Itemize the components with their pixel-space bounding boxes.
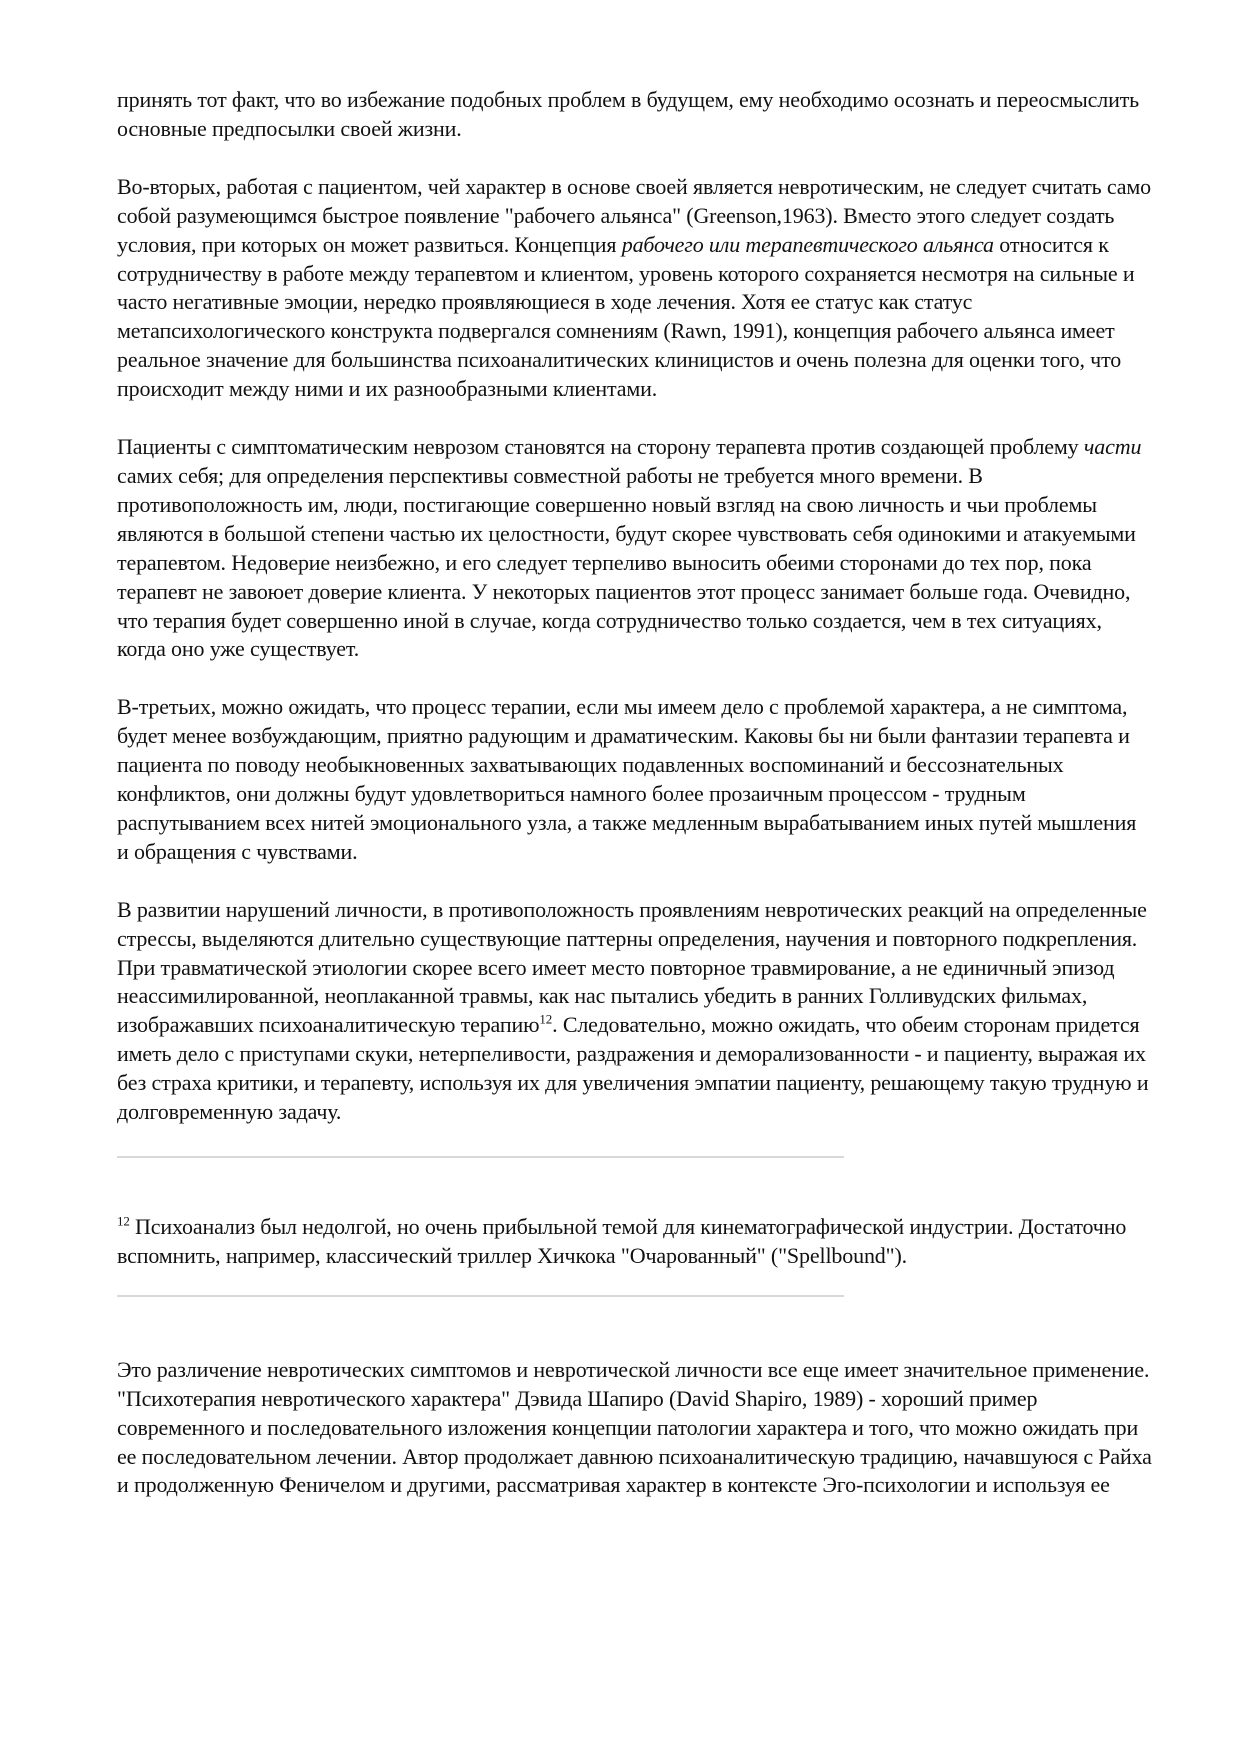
paragraph-3-italic-term: части (1083, 434, 1142, 460)
footnote-divider-top (117, 1156, 844, 1158)
footnote-divider-bottom (117, 1295, 844, 1297)
document-page (117, 86, 1153, 1529)
paragraph-5-text-a: В развитии нарушений личности, в противоположность проявлениям невротических реакций на определенные стрессы, выделяются длительно существующие паттерны определения, научения и повторного подкрепления. При травматической этиологии скорее всего имеет место повторное травмирование, а не единичный эпизод неассимилированной, неоплаканной травмы, как нас пытались убедить в ранних Голливудских фильмах, изображавших психоаналитическую терапию (117, 896, 1147, 1038)
paragraph-closing: Это различение невротических симптомов и невротической личности все еще имеет значительное применение. "Психотерапия невротического характера" Дэвида Шапиро (David Shapiro, 1989) - хороший пример современного и последовательного изложения концепции патологии характера и того, что можно ожидать при ее последовательном лечении. Автор продолжает давнюю психоаналитическую традицию, начавшуюся с Райха и продолженную Феничелом и другими, рассматривая характер в контексте Эго-психологии и используя ее (117, 1356, 1152, 1498)
paragraph-2-text-b: относится к сотрудничеству в работе между терапевтом и клиентом, уровень которого сохраняется несмотря на сильные и часто негативные эмоции, нередко проявляющиеся в ходе лечения. Хотя ее статус как статус метапсихологического конструкта подвергался сомнениям (Rawn, 1991), концепция рабочего альянса имеет реальное значение для большинства психоаналитических клиницистов и очень полезна для оценки того, что происходит между ними и их разнообразными клиентами. (117, 231, 1135, 402)
paragraph-1: принять тот факт, что во избежание подобных проблем в будущем, ему необходимо осознать и переосмыслить основные предпосылки своей жизни. (117, 87, 1140, 141)
footnote-reference[interactable]: 12 (539, 1012, 553, 1028)
footnote (117, 1213, 1153, 1271)
paragraph-5 (117, 896, 1153, 1127)
paragraph-2-italic-term: рабочего или терапевтического альянса (621, 231, 994, 257)
paragraph-5-text-b: . Следовательно, можно ожидать, что обеим сторонам придется иметь дело с приступами скуки, нетерпеливости, раздражения и деморализованности - и пациенту, выражая их без страха критики, и терапевту, используя их для увеличения эмпатии пациенту, решающему такую трудную и долговременную задачу. (117, 1012, 1149, 1125)
paragraph-2-text-a: Во-вторых, работая с пациентом, чей характер в основе своей является невротическим, не следует считать само собой разумеющимся быстрое появление "рабочего альянса" (Greenson,1963). Вместо этого следует создать условия, при которых он может развиться. Концепция (117, 173, 1152, 257)
paragraph-4: В-третьих, можно ожидать, что процесс терапии, если мы имеем дело с проблемой характера, а не симптома, будет менее возбуждающим, приятно радующим и драматическим. Каковы бы ни были фантазии терапевта и пациента по поводу необыкновенных захватывающих подавленных воспоминаний и бессознательных конфликтов, они должны будут удовлетвориться намного более прозаичным процессом - трудным распутыванием всех нитей эмоционального узла, а также медленным вырабатыванием иных путей мышления и обращения с чувствами. (117, 694, 1137, 864)
paragraph-2 (117, 173, 1153, 404)
footnote-number: 12 (117, 1213, 130, 1229)
paragraph-3 (117, 433, 1153, 664)
footnote-text: Психоанализ был недолгой, но очень прибыльной темой для кинематографической индустрии. Достаточно вспомнить, например, классический триллер Хичкока "Очарованный" ("Spellbound"). (117, 1214, 1127, 1268)
paragraph-3-text-a: Пациенты с симптоматическим неврозом становятся на сторону терапевта против создающей проблему (117, 434, 1084, 460)
paragraph-3-text-b: самих себя; для определения перспективы совместной работы не требуется много времени. В противоположность им, люди, постигающие совершенно новый взгляд на свою личность и чьи проблемы являются в большой степени частью их целостности, будут скорее чувствовать себя одинокими и атакуемыми терапевтом. Недоверие неизбежно, и его следует терпеливо выносить обеими сторонами до тех пор, пока терапевт не завоюет доверие клиента. У некоторых пациентов этот процесс занимает больше года. Очевидно, что терапия будет совершенно иной в случае, когда сотрудничество только создается, чем в тех ситуациях, когда оно уже существует. (117, 462, 1136, 662)
